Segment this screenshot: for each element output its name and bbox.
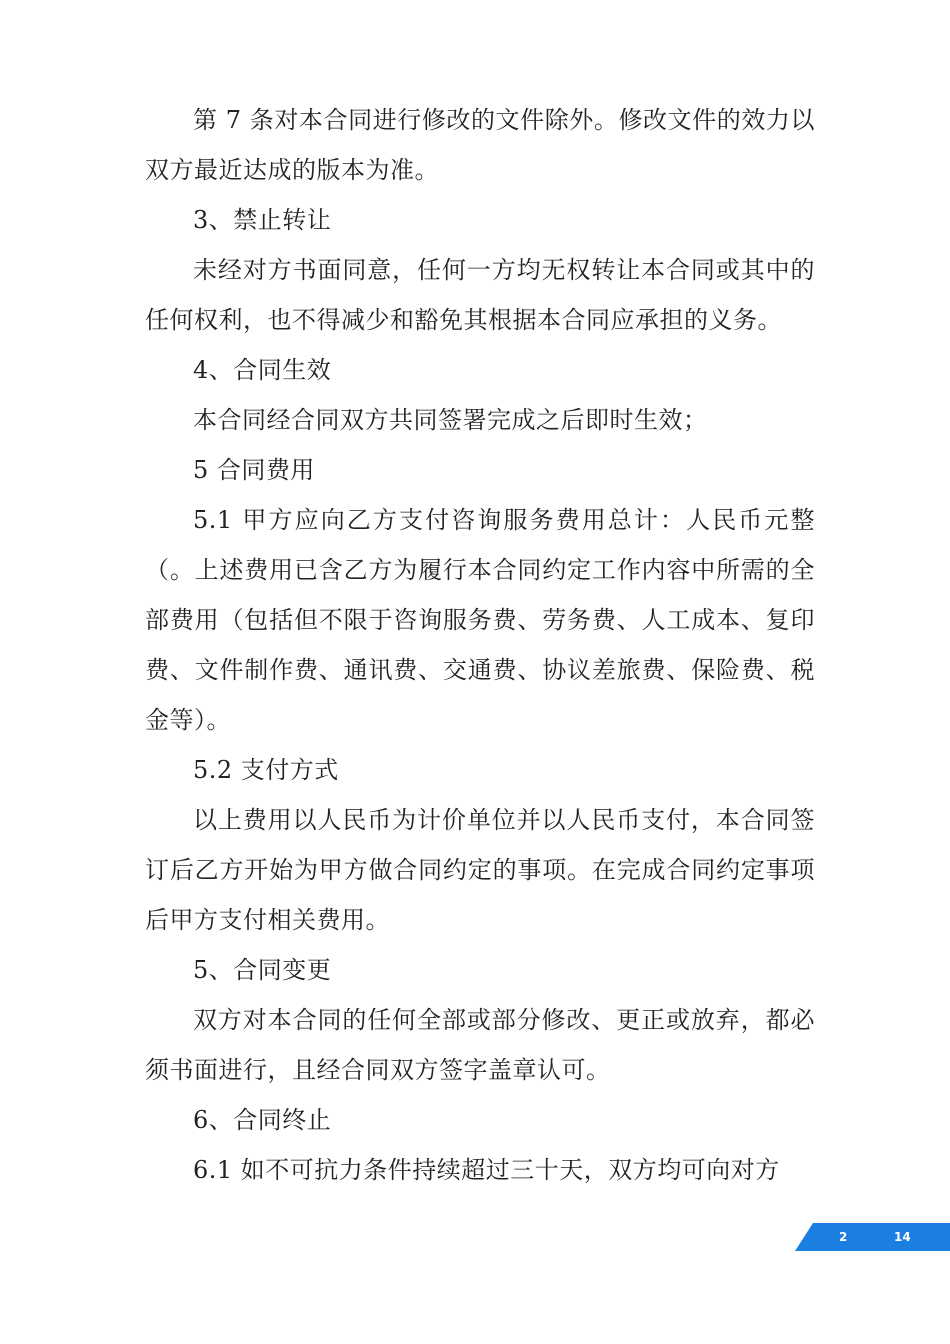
document-body [145, 95, 815, 1195]
paragraph: 6.1 如不可抗力条件持续超过三十天，双方均可向对方 [193, 1156, 780, 1184]
paragraph: 以上费用以人民币为计价单位并以人民币支付，本合同签订后乙方开始为甲方做合同约定的事项。在完成合同约定事项后甲方支付相关费用。 [145, 806, 815, 934]
total-pages: 14 [894, 1230, 911, 1244]
paragraph: 本合同经合同双方共同签署完成之后即时生效； [193, 406, 708, 434]
page-number: 2 [839, 1230, 848, 1244]
page-footer [795, 1223, 950, 1251]
section-heading: 5 合同费用 [193, 456, 315, 484]
section-heading: 4、合同生效 [193, 356, 332, 384]
paragraph: 双方对本合同的任何全部或部分修改、更正或放弃，都必须书面进行，且经合同双方签字盖章认可。 [145, 1006, 815, 1084]
section-heading: 6、合同终止 [193, 1106, 332, 1134]
paragraph: 5.1 甲方应向乙方支付咨询服务费用总计：人民币元整（。上述费用已含乙方为履行本合同约定工作内容中所需的全部费用（包括但不限于咨询服务费、劳务费、人工成本、复印费、文件制作费、通讯费、交通费、协议差旅费、保险费、税金等）。 [145, 506, 815, 734]
footer-banner-shape [795, 1223, 950, 1251]
section-heading: 3、禁止转让 [193, 206, 332, 234]
section-heading: 5.2 支付方式 [193, 756, 339, 784]
paragraph: 第 7 条对本合同进行修改的文件除外。修改文件的效力以双方最近达成的版本为准。 [145, 106, 815, 184]
paragraph: 未经对方书面同意，任何一方均无权转让本合同或其中的任何权利，也不得减少和豁免其根据本合同应承担的义务。 [145, 256, 815, 334]
section-heading: 5、合同变更 [193, 956, 332, 984]
